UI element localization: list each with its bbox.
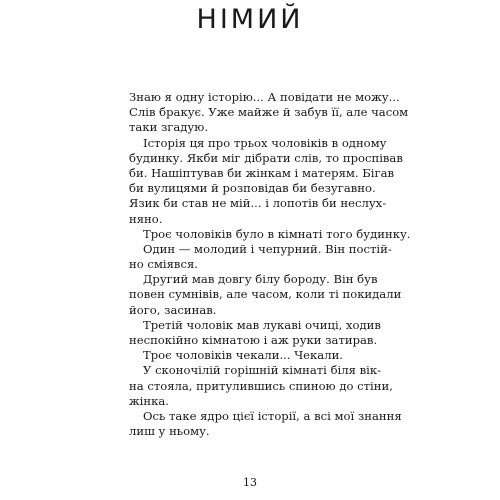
text-line: Ось таке ядро цієї історії, а всі мої знання — [143, 408, 402, 423]
text-line: Троє чоловіків було в кімнаті того будинку. — [143, 226, 411, 241]
text-line: но сміявся. — [129, 257, 198, 272]
text-line: його, засинав. — [129, 302, 217, 317]
text-line: Історія ця про трьох чоловіків в одному — [143, 135, 387, 150]
text-line: Знаю я одну історію... А повідати не можу... — [129, 90, 400, 104]
text-line: таки згадую. — [129, 120, 209, 135]
chapter-title: НІМИЙ — [196, 4, 304, 35]
text-line: неспокійно кімнатою і аж руки затирав. — [129, 333, 378, 347]
text-line: повен сумнівів, але часом, коли ті покидали — [129, 287, 402, 302]
text-line: Слів бракує. Уже майже й забув її, але часом — [129, 105, 409, 120]
text-line: Язик би став не мій... і лопотів би неслух- — [129, 196, 387, 211]
text-line: би вулицями й розповідав би безугавно. — [129, 181, 376, 196]
page-number: 13 — [243, 476, 257, 489]
text-line: будинку. Якби міг дібрати слів, то проспівав — [129, 150, 403, 165]
text-line: би. Нашіптував би жінкам і матерям. Бігав — [129, 165, 395, 180]
text-line: Один — молодий і чепурний. Він постій- — [143, 241, 392, 256]
text-line: У сконочілій горішній кімнаті біля вік- — [143, 363, 382, 378]
text-line: лиш у ньому. — [129, 424, 210, 439]
text-line: няно. — [129, 211, 163, 226]
text-line: жінка. — [129, 393, 169, 408]
text-line: Третій чоловік мав лукаві очиці, ходив — [143, 317, 381, 332]
text-line: Другий мав довгу білу бороду. Він був — [143, 272, 378, 287]
text-line: на стояла, притулившись спиною до стіни, — [129, 378, 393, 393]
text-line: Троє чоловіків чекали... Чекали. — [143, 348, 343, 363]
body-text — [129, 90, 411, 439]
